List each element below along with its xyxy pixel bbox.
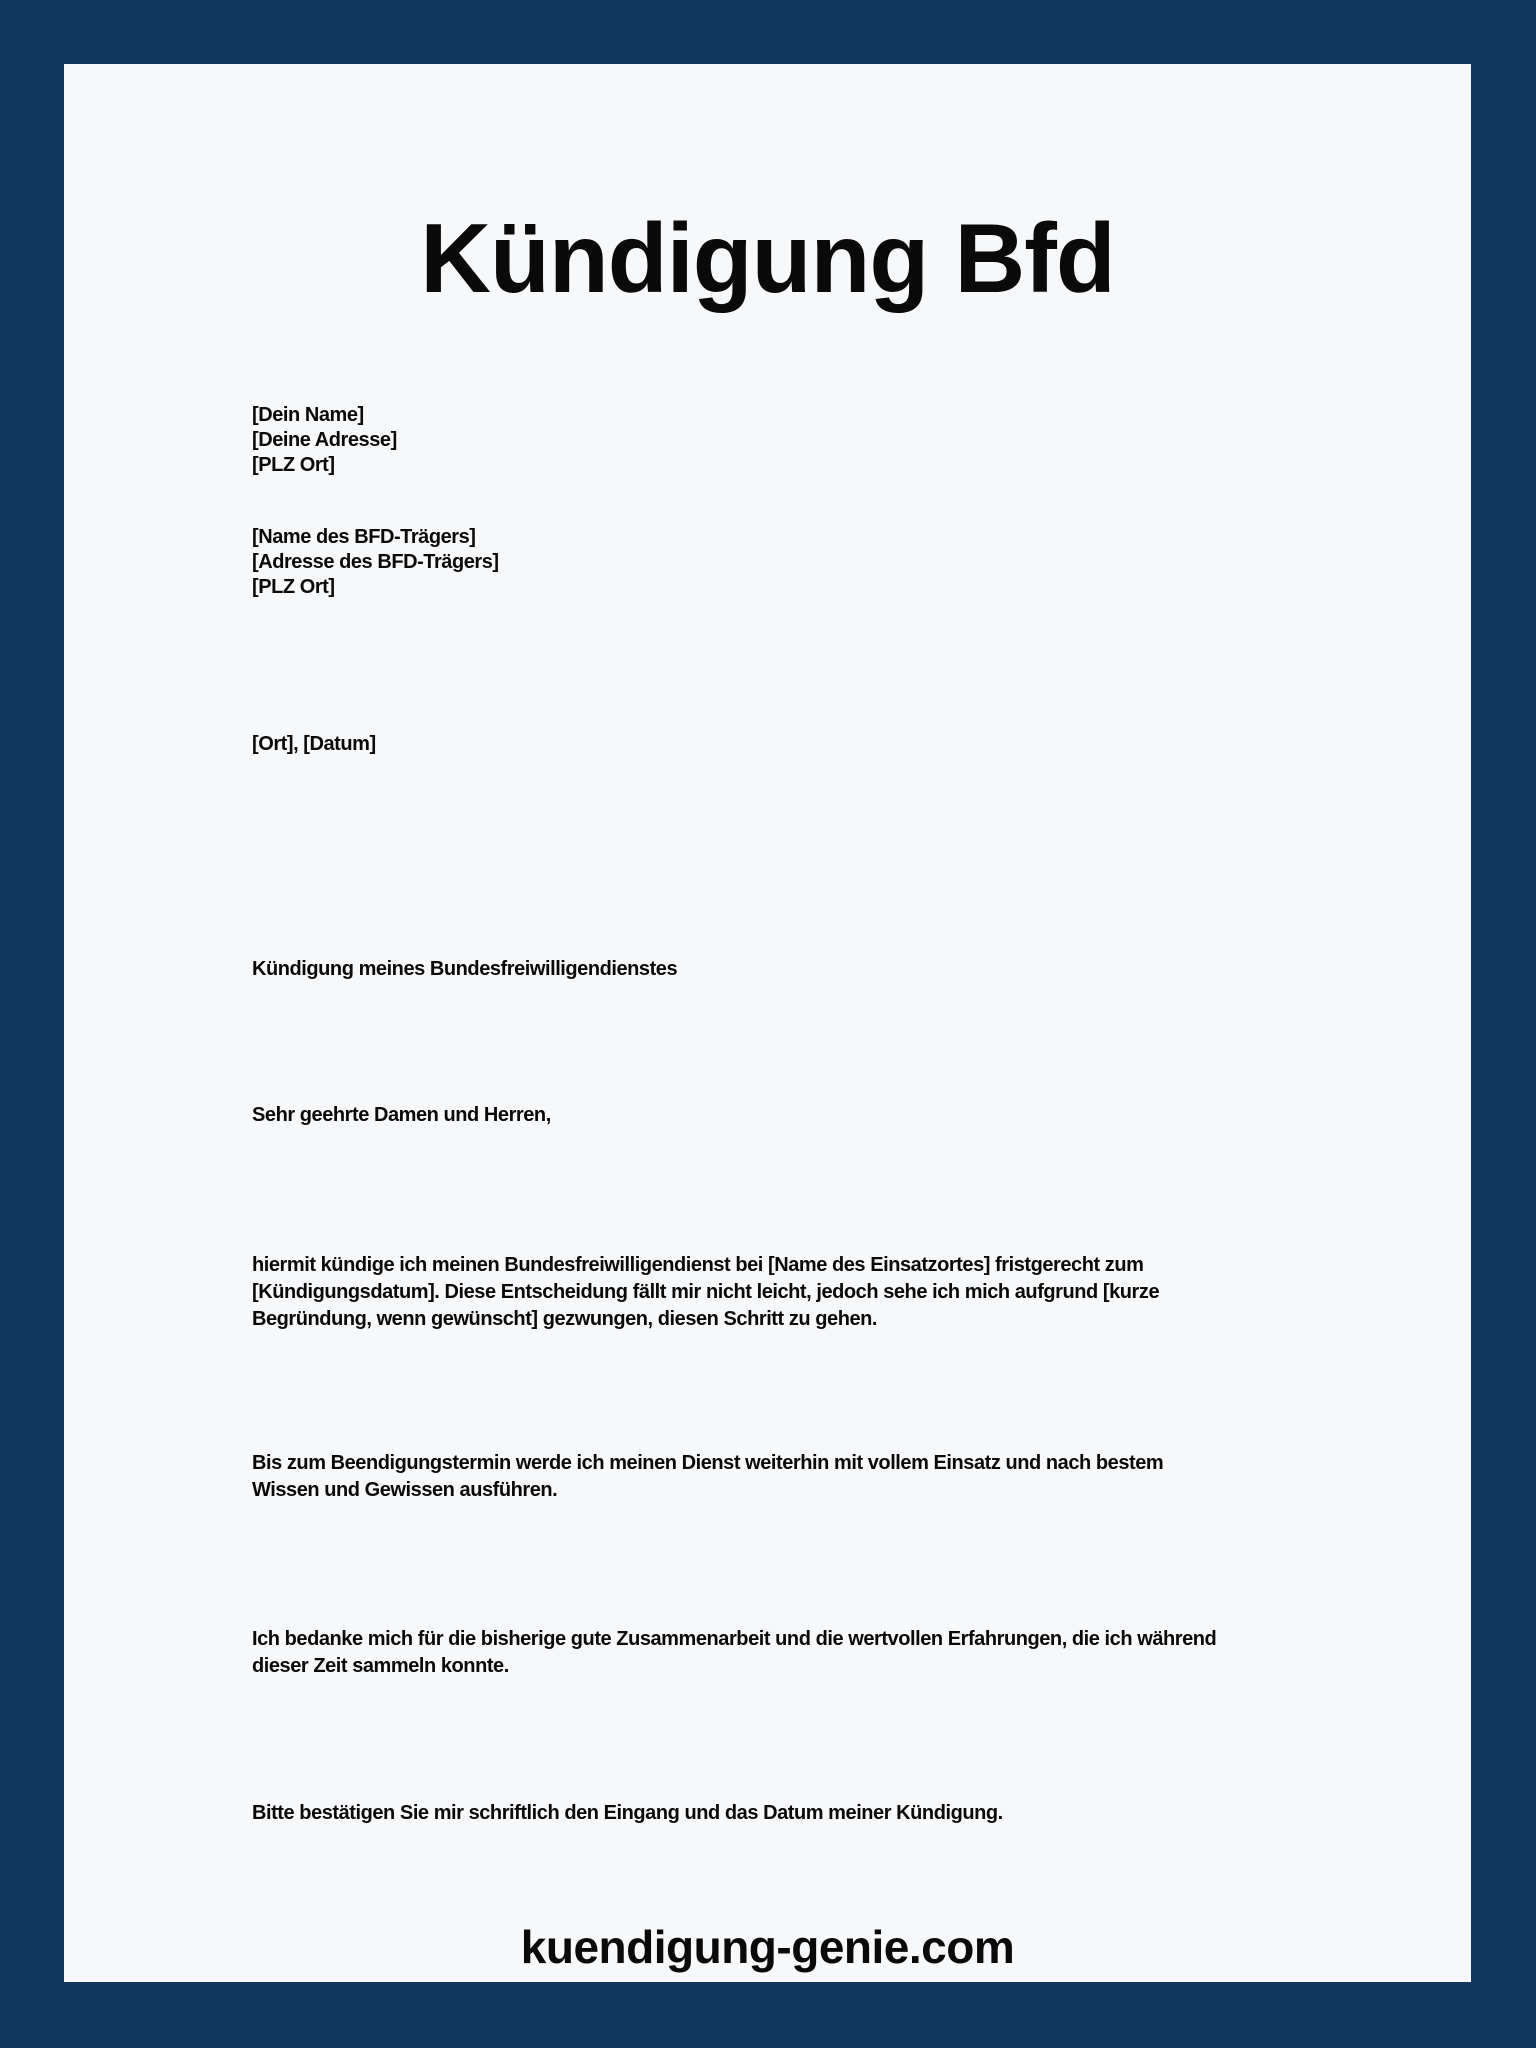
- recipient-name: [Name des BFD-Trägers]: [252, 526, 476, 548]
- letter-page: [64, 64, 1471, 1982]
- body-paragraph-3: [252, 1626, 1216, 1680]
- recipient-city: [PLZ Ort]: [252, 576, 335, 598]
- paragraph-line: Bis zum Beendigungstermin werde ich meinen Dienst weiterhin mit vollem Einsatz und nach bestem: [252, 1452, 1164, 1474]
- paragraph-line: Begründung, wenn gewünscht] gezwungen, diesen Schritt zu gehen.: [252, 1308, 878, 1330]
- sender-name: [Dein Name]: [252, 404, 364, 426]
- paragraph-line: [Kündigungsdatum]. Diese Entscheidung fällt mir nicht leicht, jedoch sehe ich mich aufgrund [kurze: [252, 1281, 1160, 1303]
- paragraph-line: dieser Zeit sammeln konnte.: [252, 1655, 509, 1677]
- paragraph-line: Bitte bestätigen Sie mir schriftlich den Eingang und das Datum meiner Kündigung.: [252, 1802, 1003, 1824]
- subject-line: Kündigung meines Bundesfreiwilligendienstes: [252, 958, 678, 980]
- recipient-street: [Adresse des BFD-Trägers]: [252, 551, 499, 573]
- body-paragraph-1: [252, 1252, 1159, 1333]
- sender-street: [Deine Adresse]: [252, 429, 397, 451]
- letter-title: Kündigung Bfd: [420, 203, 1115, 313]
- salutation-line: Sehr geehrte Damen und Herren,: [252, 1104, 551, 1126]
- sender-city: [PLZ Ort]: [252, 454, 335, 476]
- body-paragraph-2: [252, 1450, 1163, 1504]
- recipient-address-block: [252, 525, 499, 600]
- footer-site-name: kuendigung-genie.com: [520, 1921, 1015, 1973]
- body-paragraph-4: [252, 1800, 1003, 1827]
- paragraph-line: hiermit kündige ich meinen Bundesfreiwilligendienst bei [Name des Einsatzortes] fristgerecht zum: [252, 1254, 1144, 1276]
- paragraph-line: Wissen und Gewissen ausführen.: [252, 1479, 558, 1501]
- paragraph-line: Ich bedanke mich für die bisherige gute Zusammenarbeit und die wertvollen Erfahrungen, die ich während: [252, 1628, 1217, 1650]
- sender-address-block: [252, 403, 397, 478]
- place-date-line: [Ort], [Datum]: [252, 733, 376, 755]
